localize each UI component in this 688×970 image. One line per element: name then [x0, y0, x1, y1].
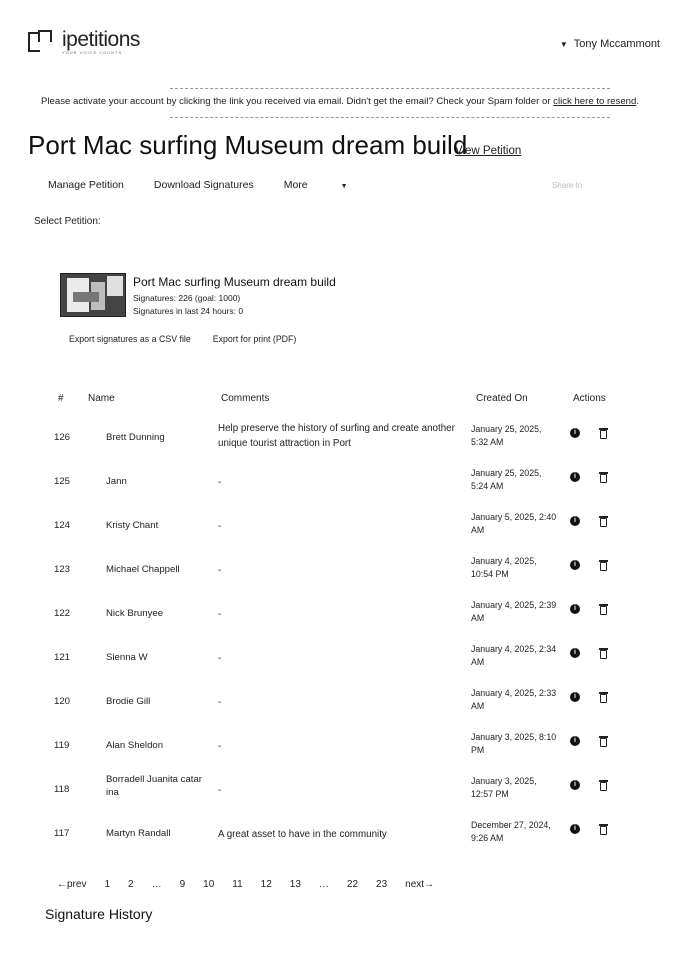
- more-menu[interactable]: [284, 179, 378, 191]
- row-comment: -: [218, 785, 222, 796]
- row-comment: -: [218, 697, 222, 708]
- table-row: [0, 553, 688, 597]
- petition-card[interactable]: [60, 273, 336, 318]
- row-created-on: January 4, 2025, 10:54 PM: [471, 556, 537, 579]
- row-comment: Help preserve the history of surfing and create another unique tourist attraction in Port: [218, 423, 455, 449]
- trash-icon[interactable]: [600, 474, 607, 483]
- trash-icon[interactable]: [600, 738, 607, 747]
- divider: [170, 88, 610, 89]
- row-comment: -: [218, 521, 222, 532]
- table-row: [0, 641, 688, 685]
- card-title: Port Mac surfing Museum dream build: [133, 275, 336, 289]
- row-name: Nick Brunyee: [106, 608, 164, 619]
- next-page-link[interactable]: next→: [405, 879, 435, 890]
- row-name: Sienna W: [106, 652, 148, 663]
- row-comment: -: [218, 565, 222, 576]
- page-link[interactable]: 23: [376, 879, 388, 890]
- resend-link[interactable]: click here to resend: [553, 96, 637, 107]
- info-icon[interactable]: i: [570, 560, 580, 570]
- header-name[interactable]: Name: [88, 393, 115, 404]
- manage-petition-link[interactable]: Manage Petition: [48, 179, 124, 191]
- activation-notice: [41, 96, 639, 107]
- table-row: [0, 509, 688, 553]
- page-link[interactable]: 13: [289, 879, 301, 890]
- page-link[interactable]: 22: [346, 879, 359, 890]
- export-pdf-link[interactable]: Export for print (PDF): [212, 334, 297, 344]
- trash-icon[interactable]: [600, 562, 607, 571]
- row-number: 123: [54, 564, 71, 575]
- export-csv-link[interactable]: Export signatures as a CSV file: [69, 334, 191, 344]
- header: [0, 0, 688, 80]
- page-title: Port Mac surfing Museum dream build: [28, 130, 468, 160]
- row-number: 122: [54, 608, 71, 619]
- page-link[interactable]: 10: [203, 879, 215, 890]
- info-icon[interactable]: i: [570, 780, 580, 790]
- trash-icon[interactable]: [600, 782, 607, 791]
- trash-icon[interactable]: [600, 694, 607, 703]
- more-label: More: [283, 179, 308, 191]
- row-created-on: January 4, 2025, 2:33 AM: [471, 688, 557, 711]
- row-comment: -: [218, 741, 222, 752]
- info-icon[interactable]: i: [570, 472, 580, 482]
- page-link[interactable]: 12: [260, 879, 272, 890]
- table-row: [0, 729, 688, 773]
- pagination: [57, 879, 452, 890]
- info-icon[interactable]: i: [570, 648, 580, 658]
- row-comment: -: [218, 609, 222, 620]
- row-name: Alan Sheldon: [106, 740, 164, 751]
- logo[interactable]: [28, 30, 140, 55]
- caret-down-icon: ▼: [340, 183, 348, 190]
- page-link[interactable]: 2: [128, 879, 134, 890]
- download-signatures-link[interactable]: Download Signatures: [153, 179, 254, 191]
- table-row: [0, 773, 688, 817]
- export-links: [69, 334, 318, 344]
- page-ellipsis: …: [318, 879, 329, 890]
- info-icon[interactable]: i: [570, 692, 580, 702]
- petition-subnav: [48, 179, 408, 191]
- table-row: [0, 421, 688, 465]
- info-icon[interactable]: i: [570, 604, 580, 614]
- select-petition-label: Select Petition:: [34, 216, 101, 227]
- notice-suffix: .: [636, 96, 640, 107]
- row-created-on: January 25, 2025, 5:24 AM: [471, 468, 542, 491]
- row-number: 125: [54, 476, 71, 487]
- row-number: 121: [54, 652, 71, 663]
- signature-history-heading: Signature History: [45, 906, 153, 922]
- row-name: Borradell Juanita catar ina: [106, 774, 202, 798]
- row-name: Michael Chappell: [106, 564, 180, 575]
- row-created-on: December 27, 2024, 9:26 AM: [471, 820, 551, 843]
- table-row: [0, 465, 688, 509]
- header-actions: Actions: [573, 393, 606, 404]
- table-row: [0, 597, 688, 641]
- row-name: Brodie Gill: [106, 696, 151, 707]
- row-number: 117: [54, 828, 70, 839]
- page-link[interactable]: 1: [104, 879, 111, 890]
- page-link[interactable]: 9: [179, 879, 186, 890]
- row-name: Kristy Chant: [106, 520, 159, 531]
- trash-icon[interactable]: [600, 518, 607, 527]
- info-icon[interactable]: i: [570, 516, 580, 526]
- info-icon[interactable]: i: [570, 428, 580, 438]
- row-number: 124: [54, 520, 71, 531]
- logo-name: ipetitions: [62, 28, 140, 51]
- trash-icon[interactable]: [600, 650, 607, 659]
- row-number: 120: [54, 696, 71, 707]
- row-created-on: January 25, 2025, 5:32 AM: [471, 424, 542, 447]
- row-comment: -: [218, 653, 222, 664]
- row-name: Jann: [106, 476, 127, 487]
- caret-down-icon: ▼: [559, 39, 568, 49]
- logo-icon: [28, 30, 58, 54]
- prev-page-link[interactable]: ←prev: [57, 879, 87, 890]
- row-name: Martyn Randall: [106, 828, 171, 839]
- user-name: Tony Mccammont: [573, 38, 660, 50]
- petition-thumbnail: [60, 273, 126, 317]
- card-last24: Signatures in last 24 hours: 0: [133, 306, 244, 316]
- table-row: [0, 685, 688, 729]
- info-icon[interactable]: i: [570, 736, 580, 746]
- card-signatures: Signatures: 226 (goal: 1000): [133, 293, 241, 303]
- user-menu[interactable]: [560, 38, 660, 50]
- header-num: #: [58, 393, 64, 404]
- row-created-on: January 3, 2025, 12:57 PM: [471, 776, 537, 799]
- row-number: 118: [54, 784, 70, 795]
- logo-tagline: YOUR VOICE COUNTS: [62, 50, 123, 55]
- trash-icon[interactable]: [600, 430, 607, 439]
- notice-text: Please activate your account by clicking the link you received via email. Didn't get the email? Check your Spam folder or: [41, 96, 554, 107]
- row-number: 119: [54, 740, 70, 751]
- row-name: Brett Dunning: [106, 432, 165, 443]
- trash-icon[interactable]: [600, 606, 607, 615]
- row-number: 126: [54, 432, 71, 443]
- row-comment: -: [218, 477, 222, 488]
- share-label[interactable]: Share In: [552, 181, 583, 190]
- divider: [170, 117, 610, 118]
- row-created-on: January 5, 2025, 2:40 AM: [471, 512, 557, 535]
- row-created-on: January 4, 2025, 2:34 AM: [471, 644, 557, 667]
- header-created[interactable]: Created On: [476, 393, 528, 404]
- page-link[interactable]: 11: [232, 879, 243, 890]
- row-created-on: January 3, 2025, 8:10 PM: [471, 732, 557, 755]
- view-petition-link[interactable]: View Petition: [455, 145, 522, 157]
- trash-icon[interactable]: [600, 826, 607, 835]
- header-comments: Comments: [221, 393, 270, 404]
- table-row: [0, 817, 688, 861]
- info-icon[interactable]: i: [570, 824, 580, 834]
- page-ellipsis: …: [151, 879, 162, 890]
- row-created-on: January 4, 2025, 2:39 AM: [471, 600, 557, 623]
- row-comment: A great asset to have in the community: [218, 829, 387, 840]
